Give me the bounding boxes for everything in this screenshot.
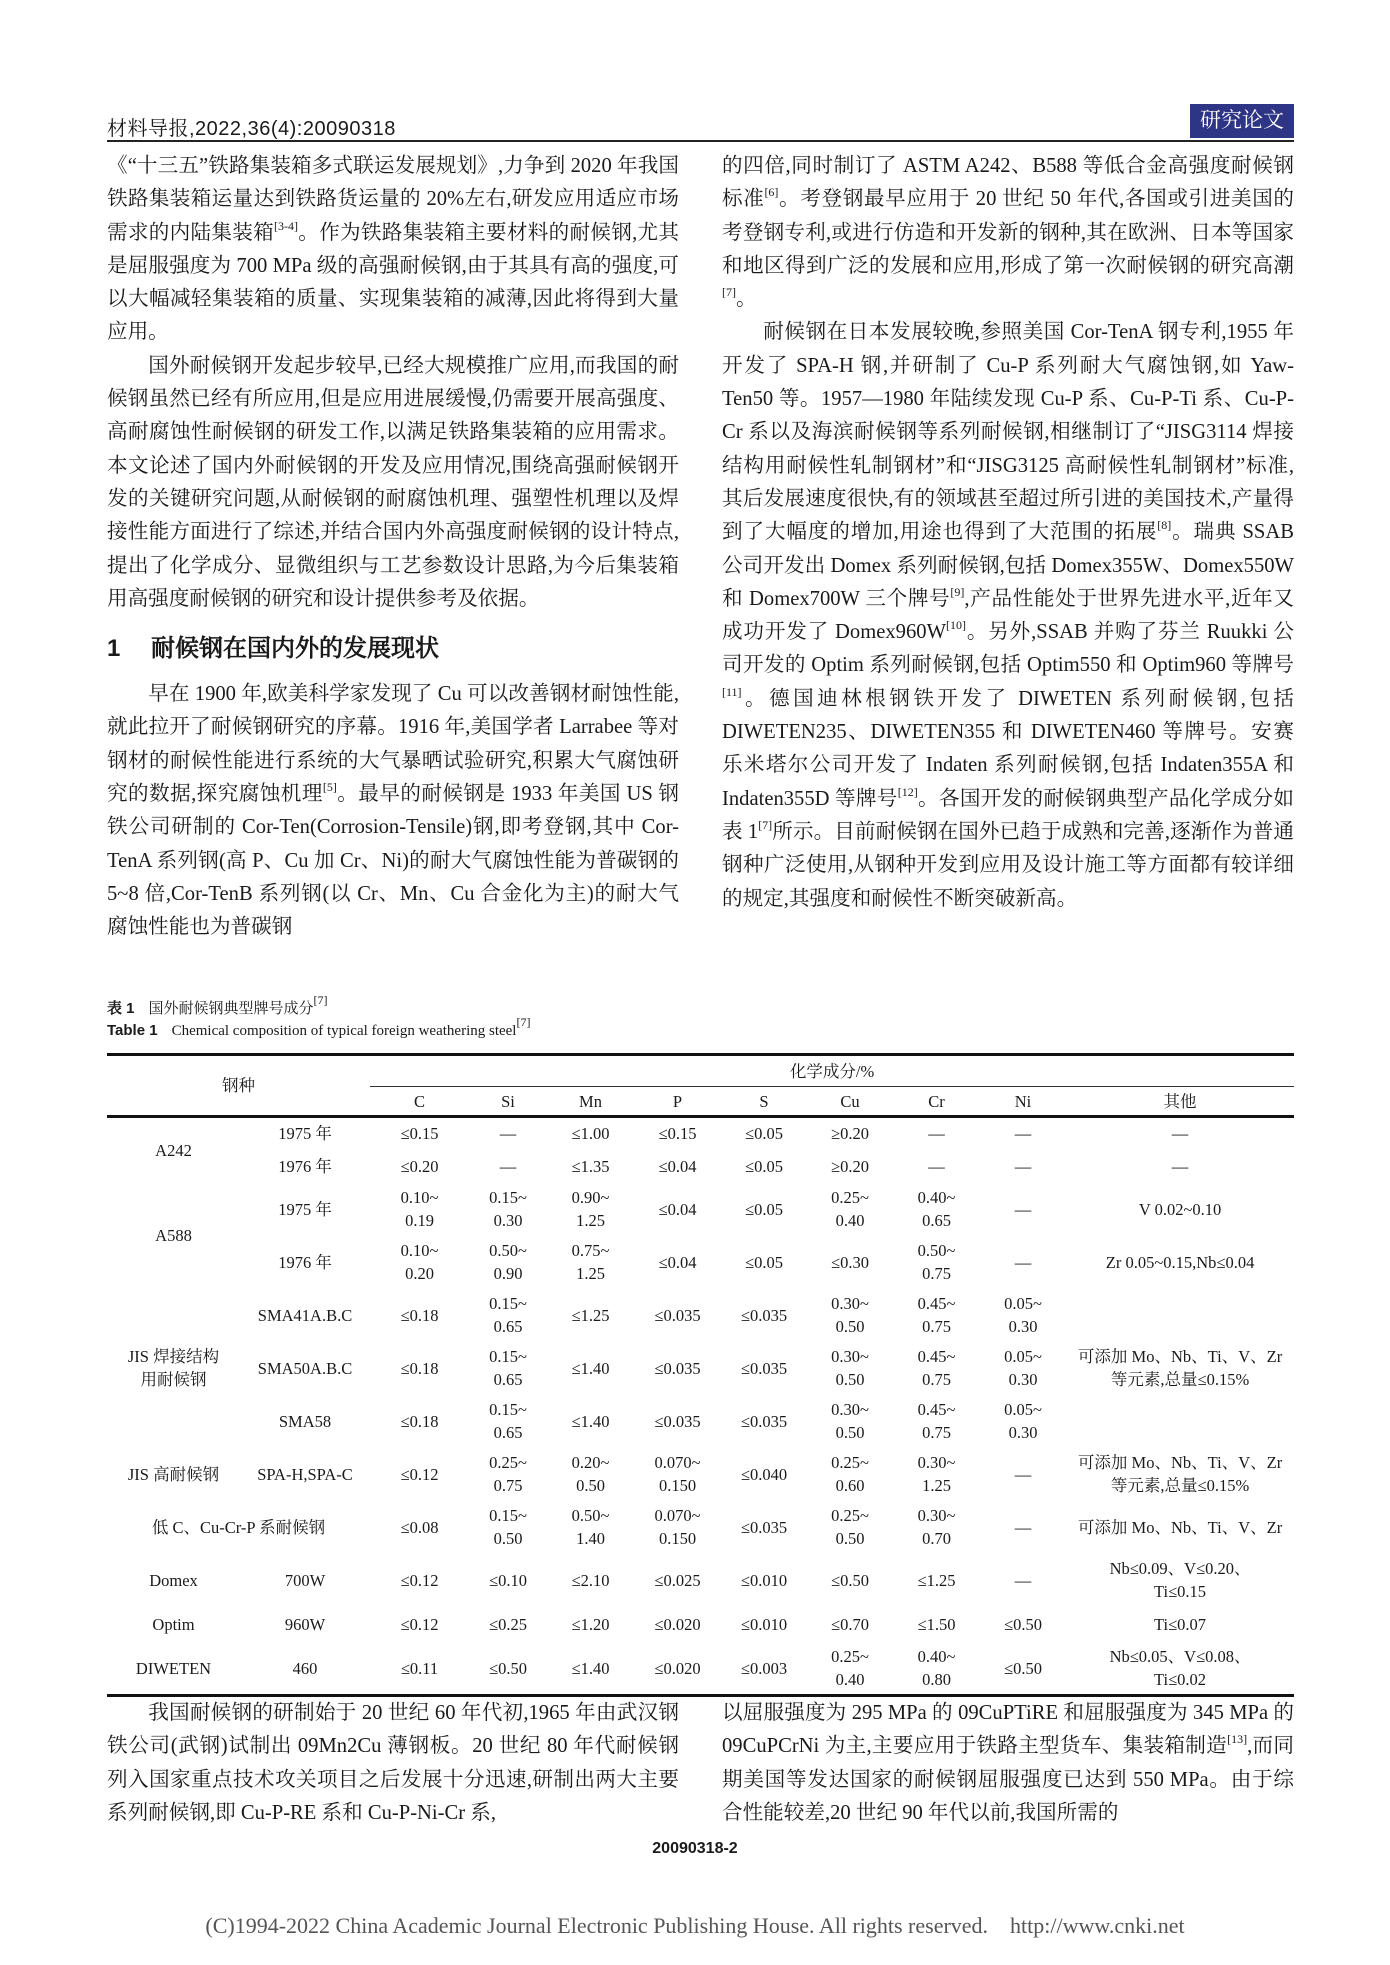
composition-value: ≤0.15 <box>658 1124 697 1144</box>
composition-value: ≤0.50 <box>469 1643 547 1696</box>
steel-group: JIS 焊接结构 用耐候钢 <box>127 1347 220 1389</box>
composition-value: 0.05~ 0.30 <box>1004 1347 1042 1389</box>
composition-value: 0.070~ 0.150 <box>654 1506 701 1548</box>
composition-value: ≤0.04 <box>658 1252 697 1272</box>
composition-value: ≤0.18 <box>400 1305 439 1325</box>
composition-value: — <box>499 1156 517 1176</box>
steel-group: A588 <box>155 1226 192 1245</box>
citation[interactable]: [8] <box>1157 518 1172 533</box>
table-row <box>107 1448 1294 1501</box>
steel-group: Domex <box>149 1570 198 1590</box>
composition-value: ≤0.04 <box>658 1199 697 1219</box>
steel-group: A242 <box>155 1140 192 1160</box>
composition-value: V 0.02~0.10 <box>1138 1199 1222 1219</box>
composition-value: — <box>1014 1570 1032 1590</box>
copyright-notice: (C)1994-2022 China Academic Journal Electronic Publishing House. All rights reserved. http://www.cnki.net <box>205 1913 1185 1938</box>
composition-value: ≤0.05 <box>745 1199 783 1219</box>
table-header-row <box>107 1055 1294 1087</box>
composition-value: 可添加 Mo、Nb、Ti、V、Zr <box>1077 1517 1283 1537</box>
composition-value: 0.15~ 0.65 <box>489 1294 527 1336</box>
composition-value: 0.50~ 1.40 <box>571 1506 610 1548</box>
left-column <box>107 150 679 945</box>
composition-value: ≤0.035 <box>740 1358 788 1378</box>
composition-value: ≤0.20 <box>400 1156 439 1176</box>
composition-value: ≤1.40 <box>571 1411 610 1431</box>
composition-value: 0.10~ 0.19 <box>400 1188 439 1230</box>
header-other: 其他 <box>1066 1087 1294 1117</box>
composition-value: ≤1.25 <box>571 1305 610 1325</box>
bottom-right-column <box>722 1697 1294 1830</box>
composition-value: ≤0.020 <box>654 1615 701 1634</box>
table-label: 表 1 <box>107 1000 135 1017</box>
header-p: P <box>634 1087 721 1117</box>
citation[interactable]: [11] <box>722 684 742 699</box>
composition-value: ≤0.12 <box>400 1464 439 1484</box>
composition-value: 可添加 Mo、Nb、Ti、V、Zr 等元素,总量≤0.15% <box>1077 1453 1283 1495</box>
composition-table <box>107 1053 1294 1697</box>
composition-value: ≤0.18 <box>400 1358 439 1378</box>
composition-value: 0.30~ 0.50 <box>831 1294 869 1336</box>
section-heading <box>107 632 679 666</box>
composition-value: ≤0.15 <box>400 1124 439 1144</box>
composition-value: ≤0.05 <box>745 1124 783 1144</box>
composition-other: 可添加 Mo、Nb、Ti、V、Zr 等元素,总量≤0.15% <box>1077 1347 1283 1389</box>
header-s: S <box>721 1087 807 1117</box>
citation[interactable]: [7] <box>313 993 328 1007</box>
paragraph: 耐候钢在日本发展较晚,参照美国 Cor-TenA 钢专利,1955 年开发了 SPA-H 钢,并研制了 Cu-P 系列耐大气腐蚀钢,如 Yaw-Ten50 等。1957—1980 年陆续发现 Cu-P 系、Cu-P-Ti 系、Cu-P-Cr 系以及海滨耐候钢等系列耐候钢,相继制订了“JISG3114 焊接结构用耐候性轧制钢材”和“JISG3125 高耐候性轧制钢材”标准,其后发展速度很快,有的领域甚至超过所引进的美国技术,产量得到了大幅度的增加,用途也得到了大范围的拓展[8]。瑞典 SSAB 公司开发出 Domex 系列耐候钢,包括 Domex355W、Domex550W 和 Domex700W 三个牌号[9],产品性能处于世界先进水平,近年又成功开发了 Domex960W[10]。另外,SSAB 并购了芬兰 Ruukki 公司开发的 Optim 系列耐候钢,包括 Optim550 和 Optim960 等牌号[11]。德国迪林根钢铁开发了 DIWETEN 系列耐候钢,包括 DIWETEN235、DIWETEN355 和 DIWETEN460 等牌号。安赛乐米塔尔公司开发了 Indaten 系列耐候钢,包括 Indaten355A 和 Indaten355D 等牌号[12]。各国开发的耐候钢典型产品化学成分如表 1[7]所示。目前耐候钢在国外已趋于成熟和完善,逐渐作为普通钢种广泛使用,从钢种开发到应用及设计施工等方面都有较详细的规定,其强度和耐候性不断突破新高。 <box>722 321 1295 910</box>
steel-grade: 460 <box>240 1643 370 1696</box>
composition-value: ≤0.035 <box>740 1305 788 1325</box>
composition-value: ≥0.20 <box>831 1156 869 1176</box>
composition-value: ≤1.25 <box>917 1570 956 1590</box>
steel-grade: SMA58 <box>278 1411 332 1431</box>
composition-value: Ti≤0.07 <box>1154 1615 1207 1634</box>
steel-grade: 960W <box>284 1615 326 1634</box>
steel-grade: 1975 年 <box>278 1124 332 1144</box>
composition-value: ≤0.50 <box>980 1643 1066 1696</box>
composition-value: 0.75~ 1.25 <box>571 1241 610 1283</box>
citation[interactable]: [10] <box>946 618 967 633</box>
composition-value: 0.070~ 0.150 <box>654 1453 701 1495</box>
composition-value: ≤0.30 <box>831 1252 869 1272</box>
composition-value: ≤0.50 <box>831 1570 869 1590</box>
composition-value: ≤0.04 <box>658 1156 697 1176</box>
table-row <box>107 1554 1294 1607</box>
composition-value: 0.15~ 0.30 <box>489 1188 527 1230</box>
composition-value: ≤1.50 <box>917 1615 956 1634</box>
composition-value: ≤0.25 <box>489 1615 527 1634</box>
composition-value: ≤0.035 <box>654 1411 701 1431</box>
table-row <box>107 1607 1294 1643</box>
citation[interactable]: [12] <box>897 784 918 799</box>
composition-value: ≤0.035 <box>654 1305 701 1325</box>
composition-value: — <box>1014 1156 1032 1176</box>
composition-value: — <box>1014 1464 1032 1484</box>
composition-value: 0.40~ 0.65 <box>917 1188 956 1230</box>
header-ni: Ni <box>980 1087 1066 1117</box>
paragraph: 的四倍,同时制订了 ASTM A242、B588 等低合金高强度耐候钢标准[6]。考登钢最早应用于 20 世纪 50 年代,各国或引进美国的考登钢专利,或进行仿造和开发新的钢种,其在欧洲、日本等国家和地区得到广泛的发展和应用,形成了第一次耐候钢的研究高潮[7]。 <box>722 155 1294 311</box>
composition-value: ≤1.20 <box>571 1615 610 1634</box>
composition-value: ≤0.12 <box>400 1570 439 1590</box>
composition-value: — <box>1171 1124 1189 1144</box>
composition-value: Zr 0.05~0.15,Nb≤0.04 <box>1105 1252 1255 1272</box>
composition-value: — <box>928 1124 945 1144</box>
steel-grade: 1976 年 <box>278 1156 332 1176</box>
composition-value: ≤2.10 <box>571 1570 610 1590</box>
right-column <box>722 150 1294 916</box>
composition-value: 0.25~ 0.40 <box>831 1188 869 1230</box>
composition-value: ≤0.50 <box>1004 1615 1042 1634</box>
table-caption-en <box>107 1015 531 1040</box>
composition-value: — <box>1171 1156 1189 1176</box>
table-row <box>107 1643 1294 1696</box>
composition-value: — <box>1014 1199 1032 1219</box>
table-label: Table 1 <box>107 1022 158 1039</box>
paragraph: 《“十三五”铁路集装箱多式联运发展规划》,力争到 2020 年我国铁路集装箱运量达到铁路货运量的 20%左右,研发应用适应市场需求的内陆集装箱[3-4]。作为铁路集装箱主要材料的耐候钢,尤其是屈服强度为 700 MPa 级的高强耐候钢,由于其具有高的强度,可以大幅减轻集装箱的质量、实现集装箱的减薄,因此将得到大量应用。 <box>107 155 679 344</box>
composition-value: 0.30~ 1.25 <box>917 1453 956 1495</box>
steel-grade: 1976 年 <box>278 1252 332 1272</box>
composition-value: ≤0.035 <box>654 1358 701 1378</box>
article-type-badge: 研究论文 <box>1190 104 1294 138</box>
composition-value: 0.15~ 0.65 <box>489 1347 527 1389</box>
composition-value: ≤0.08 <box>400 1517 439 1537</box>
composition-value: 0.25~ 0.40 <box>807 1643 893 1696</box>
composition-value: ≤1.40 <box>571 1358 610 1378</box>
composition-value: 0.30~ 0.50 <box>831 1400 869 1442</box>
citation[interactable]: [5] <box>322 780 337 795</box>
steel-grade: 700W <box>284 1570 326 1590</box>
composition-value: 0.05~ 0.30 <box>1004 1400 1042 1442</box>
steel-grade: SPA-H,SPA-C <box>257 1464 353 1484</box>
composition-value: ≤0.025 <box>654 1570 701 1590</box>
composition-value: 0.05~ 0.30 <box>1004 1294 1042 1336</box>
header-cr: Cr <box>893 1087 980 1117</box>
composition-value: ≤0.035 <box>740 1411 788 1431</box>
citation[interactable]: [3-4] <box>273 218 298 233</box>
composition-value: ≤0.70 <box>831 1615 869 1634</box>
composition-value: — <box>1014 1252 1032 1272</box>
header-c: C <box>370 1087 469 1117</box>
steel-grade: 1975 年 <box>278 1199 332 1219</box>
composition-value: 0.15~ 0.65 <box>489 1400 527 1442</box>
header-si: Si <box>469 1087 547 1117</box>
composition-value: — <box>928 1156 945 1176</box>
composition-value: ≤1.40 <box>547 1643 634 1696</box>
composition-value: 0.20~ 0.50 <box>571 1453 610 1495</box>
composition-value: ≤0.040 <box>740 1464 788 1484</box>
header-rule <box>107 140 1294 142</box>
composition-value: 0.45~ 0.75 <box>917 1347 956 1389</box>
citation[interactable]: [7] <box>722 285 736 300</box>
composition-value: ≤0.010 <box>740 1615 788 1634</box>
composition-value: — <box>1014 1124 1032 1144</box>
table-row <box>107 1150 1294 1183</box>
section-title: 耐候钢在国内外的发展现状 <box>151 635 439 663</box>
citation[interactable]: [7] <box>758 817 773 832</box>
citation[interactable]: [6] <box>764 185 779 200</box>
paragraph: 国外耐候钢开发起步较早,已经大规模推广应用,而我国的耐候钢虽然已经有所应用,但是应用进展缓慢,仍需要开展高强度、高耐腐蚀性耐候钢的研发工作,以满足铁路集装箱的应用需求。本文论述了国内外耐候钢的开发及应用情况,围绕高强耐候钢开发的关键研究问题,从耐候钢的耐腐蚀机理、强塑性机理以及焊接性能方面进行了综述,并结合国内外高强度耐候钢的设计特点,提出了化学成分、显微组织与工艺参数设计思路,为今后集装箱用高强度耐候钢的研究和设计提供参考及依据。 <box>107 354 679 610</box>
composition-value: 0.25~ 0.75 <box>489 1453 527 1495</box>
table-row <box>107 1183 1294 1236</box>
header-steel: 钢种 <box>107 1055 370 1117</box>
composition-value: 0.30~ 0.70 <box>917 1506 956 1548</box>
header-composition: 化学成分/% <box>370 1055 1294 1087</box>
header-mn: Mn <box>547 1087 634 1117</box>
table-row <box>107 1501 1294 1554</box>
paragraph: 以屈服强度为 295 MPa 的 09CuPTiRE 和屈服强度为 345 MPa 的 09CuPCrNi 为主,主要应用于铁路主型货车、集装箱制造[13],而同期美国等发达国家的耐候钢屈服强度已达到 550 MPa。由于综合性能较差,20 世纪 90 年代以前,我国所需的 <box>722 1702 1295 1824</box>
journal-citation: 材料导报,2022,36(4):20090318 <box>107 118 396 140</box>
composition-value: ≤1.35 <box>571 1156 610 1176</box>
steel-grade: SMA41A.B.C <box>257 1305 353 1325</box>
composition-value: 0.50~ 0.75 <box>917 1241 956 1283</box>
citation[interactable]: [13] <box>1227 1732 1248 1747</box>
composition-value: 0.30~ 0.50 <box>831 1347 869 1389</box>
table-row <box>107 1117 1294 1150</box>
header-cu: Cu <box>807 1087 893 1117</box>
table-row <box>107 1236 1294 1289</box>
steel-group: DIWETEN <box>107 1643 240 1696</box>
composition-value: ≤0.05 <box>745 1156 783 1176</box>
composition-value: ≤0.010 <box>740 1570 788 1590</box>
paragraph: 早在 1900 年,欧美科学家发现了 Cu 可以改善钢材耐蚀性能,就此拉开了耐候钢研究的序幕。1916 年,美国学者 Larrabee 等对钢材的耐候性能进行系统的大气暴晒试验研究,积累大气腐蚀研究的数据,探究腐蚀机理[5]。最早的耐候钢是 1933 年美国 US 钢铁公司研制的 Cor-Ten(Corrosion-Tensile)钢,即考登钢,其中 Cor-TenA 系列钢(高 P、Cu 加 Cr、Ni)的耐大气腐蚀性能为普碳钢的 5~8 倍,Cor-TenB 系列钢(以 Cr、Mn、Cu 合金化为主)的耐大气腐蚀性能也为普碳钢 <box>107 683 679 939</box>
composition-value: 0.45~ 0.75 <box>917 1400 956 1442</box>
steel-grade: SMA50A.B.C <box>257 1358 353 1378</box>
composition-value: 0.25~ 0.60 <box>831 1453 869 1495</box>
composition-value: 0.10~ 0.20 <box>400 1241 439 1283</box>
composition-value: 0.45~ 0.75 <box>917 1294 956 1336</box>
table-caption-cn <box>107 993 328 1018</box>
steel-type: 低 C、Cu-Cr-P 系耐候钢 <box>151 1517 326 1537</box>
composition-value: Nb≤0.09、V≤0.20、 Ti≤0.15 <box>1109 1559 1251 1601</box>
composition-value: ≤1.00 <box>571 1124 610 1144</box>
paragraph: 我国耐候钢的研制始于 20 世纪 60 年代初,1965 年由武汉钢铁公司(武钢)试制出 09Mn2Cu 薄钢板。20 世纪 80 年代耐候钢列入国家重点技术攻关项目之后发展十分迅速,研制出两大主要系列耐候钢,即 Cu-P-RE 系和 Cu-P-Ni-Cr 系, <box>107 1702 679 1824</box>
composition-value: ≤0.020 <box>634 1643 721 1696</box>
steel-group: Optim <box>152 1615 195 1634</box>
composition-value: ≤0.05 <box>745 1252 783 1272</box>
composition-value: 0.50~ 0.90 <box>489 1241 527 1283</box>
composition-value: Nb≤0.05、V≤0.08、 Ti≤0.02 <box>1066 1643 1294 1696</box>
composition-value: 0.25~ 0.50 <box>831 1506 869 1548</box>
table-row <box>107 1289 1294 1342</box>
bottom-left-column <box>107 1697 679 1830</box>
composition-value: ≤0.10 <box>489 1570 527 1590</box>
composition-value: ≥0.20 <box>831 1124 869 1144</box>
table-title: 国外耐候钢典型牌号成分[7] <box>148 993 328 1017</box>
citation[interactable]: [7] <box>516 1015 531 1029</box>
page-number: 20090318-2 <box>652 1840 738 1857</box>
composition-value: 0.40~ 0.80 <box>893 1643 980 1696</box>
composition-value: 0.90~ 1.25 <box>571 1188 610 1230</box>
composition-value: ≤0.11 <box>370 1643 469 1696</box>
composition-value: ≤0.12 <box>400 1615 439 1634</box>
citation[interactable]: [9] <box>950 584 965 599</box>
table-title: Chemical composition of typical foreign weathering steel[7] <box>171 1015 531 1039</box>
steel-group: JIS 高耐候钢 <box>127 1464 220 1484</box>
composition-value: ≤0.18 <box>400 1411 439 1431</box>
composition-value: 0.15~ 0.50 <box>489 1506 527 1548</box>
composition-value: ≤0.035 <box>740 1517 788 1537</box>
composition-value: ≤0.003 <box>721 1643 807 1696</box>
section-number: 1 <box>107 635 121 663</box>
composition-value: — <box>1014 1517 1032 1537</box>
composition-value: — <box>499 1124 517 1144</box>
